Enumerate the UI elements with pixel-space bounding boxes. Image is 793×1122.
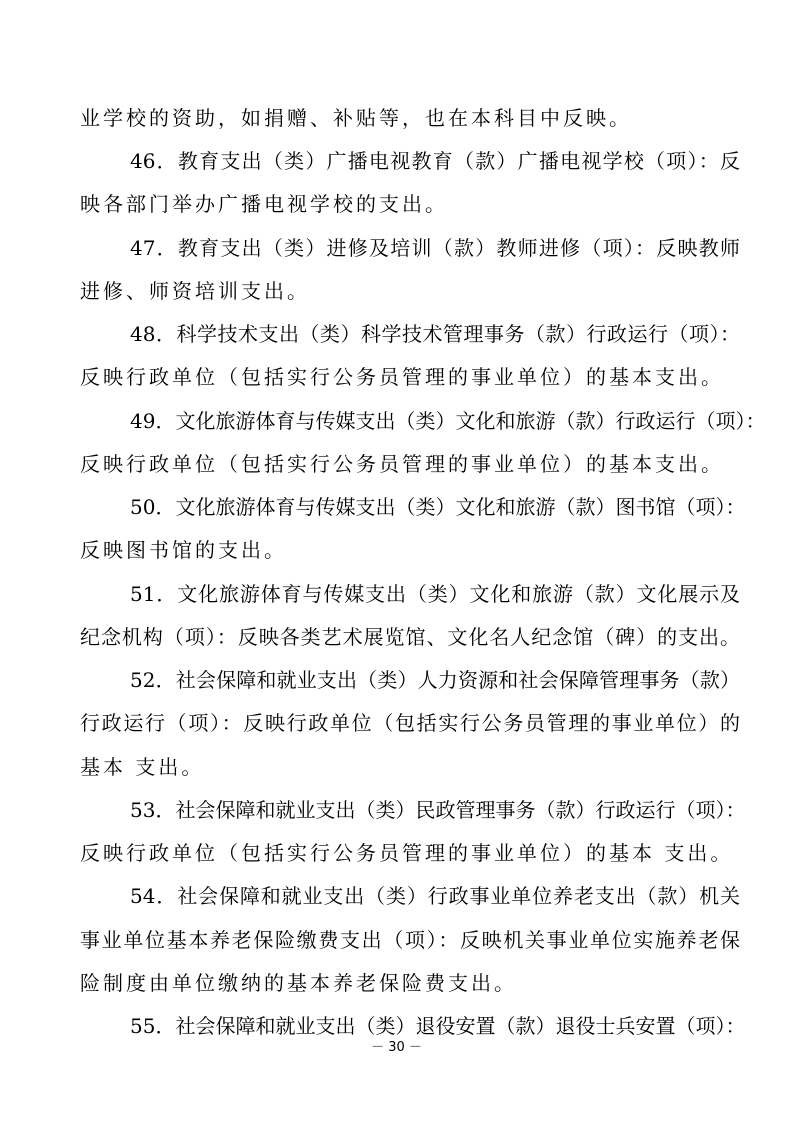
- text-line: 反映图书馆的支出。: [80, 538, 287, 562]
- text-line: 51．文化旅游体育与传媒支出（类）文化和旅游（款）文化展示及: [130, 582, 740, 606]
- text-line: 行政运行（项）：反映行政单位（包括实行公务员管理的事业单位）的: [80, 711, 740, 735]
- text-line: 反映行政单位（包括实行公务员管理的事业单位）的基本支出。: [80, 452, 724, 476]
- text-line: 55．社会保障和就业支出（类）退役安置（款）退役士兵安置（项）：: [130, 1014, 746, 1038]
- text-line: 47．教育支出（类）进修及培训（款）教师进修（项）：反映教师: [130, 236, 740, 260]
- text-line: 事业单位基本养老保险缴费支出（项）：反映机关事业单位实施养老保: [80, 928, 740, 952]
- text-line: 反映行政单位（包括实行公务员管理的事业单位）的基本支出。: [80, 365, 724, 389]
- text-line: 48．科学技术支出（类）科学技术管理事务（款）行政运行（项）：: [130, 322, 740, 346]
- text-line: 基本 支出。: [80, 755, 205, 779]
- text-line: 54．社会保障和就业支出（类）行政事业单位养老支出（款）机关: [130, 884, 740, 908]
- text-line: 险制度由单位缴纳的基本养老保险费支出。: [80, 971, 517, 995]
- text-line: 进修、师资培训支出。: [80, 279, 310, 303]
- text-line: 46．教育支出（类）广播电视教育（款）广播电视学校（项）：反: [130, 149, 740, 173]
- text-line: 业学校的资助，如捐赠、补贴等，也在本科目中反映。: [80, 106, 632, 130]
- text-line: 映各部门举办广播电视学校的支出。: [80, 192, 448, 216]
- page-number: － 30 －: [371, 1040, 422, 1055]
- text-line: 49．文化旅游体育与传媒支出（类）文化和旅游（款）行政运行（项）：: [130, 409, 766, 433]
- text-line: 53．社会保障和就业支出（类）民政管理事务（款）行政运行（项）：: [130, 798, 746, 822]
- text-line: 纪念机构（项）：反映各类艺术展览馆、文化名人纪念馆（碑）的支出。: [80, 625, 740, 649]
- text-line: 反映行政单位（包括实行公务员管理的事业单位）的基本 支出。: [80, 841, 734, 865]
- text-line: 52．社会保障和就业支出（类）人力资源和社会保障管理事务（款）: [130, 668, 740, 692]
- text-line: 50．文化旅游体育与传媒支出（类）文化和旅游（款）图书馆（项）：: [130, 495, 746, 519]
